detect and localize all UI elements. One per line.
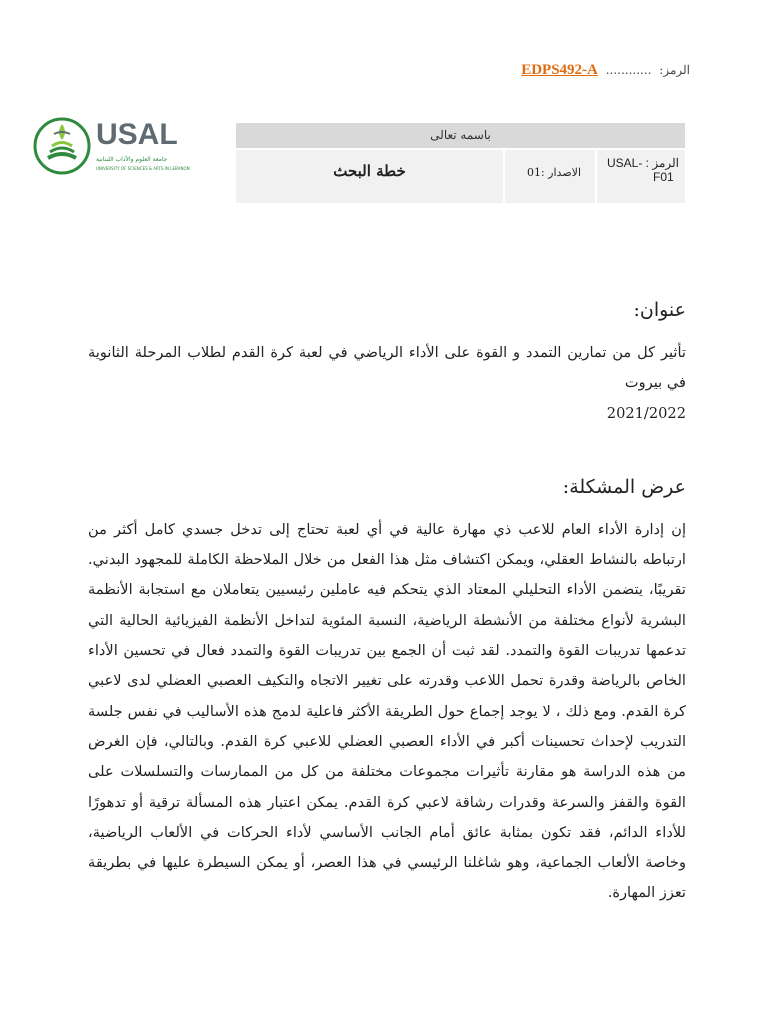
header-info-row	[236, 150, 685, 203]
code-dots: ............	[605, 63, 652, 77]
document-body	[88, 292, 686, 909]
document-code-line	[390, 62, 690, 88]
issue-cell: الاصدار :01	[505, 150, 595, 203]
logo-subtitle-english: UNIVERSITY OF SCIENCES & ARTS IN LEBANON	[96, 166, 190, 171]
problem-paragraph: إن إدارة الأداء العام للاعب ذي مهارة عالية في أي لعبة تحتاج إلى تدخل جسدي كامل أكثر من ارتباطه بالنشاط العقلي، ويمكن اكتشاف مثل هذا الفعل من خلال الملاحظة الكاملة للمجهود البدني. تقريبًا، يتضمن الأداء التحليلي المعتاد الذي يتحكم فيه عاملين رئيسيين يتعاملان مع استجابة الأنظمة البشرية لأنواع مختلفة من الأنشطة الرياضية، النسبة المئوية لتداخل الأنظمة الفيزيائية الحالية التي تدعمها تدريبات القوة والتمدد. لقد ثبت أن الجمع بين تدريبات القوة والتمدد فعال في تحسين الأداء الخاص بالرياضة وقدرة تحمل اللاعب وقدرته على تغيير الاتجاه والتكيف العصبي العضلي لدى لاعبي كرة القدم. ومع ذلك ، لا يوجد إجماع حول الطريقة الأكثر فاعلية لدمج هذه الأساليب في نفس جلسة التدريب لإحداث تحسينات أكبر في الأداء العصبي العضلي للاعبي كرة القدم. وبالتالي، فإن الغرض من هذه الدراسة هو مقارنة تأثيرات مجموعات مختلفة من كل من الممارسات والتسلسلات على القوة والقفز والسرعة وقدرات رشاقة لاعبي كرة القدم. يمكن اعتبار هذه المسألة ترقية أو تدهورًا للأداء الدائم، فقد تكون بمثابة عائق أمام الجانب الأساسي لأداء الحركات في الألعاب الرياضية، وخاصة الألعاب الجماعية، وهو شاغلنا الرئيسي في هذا العصر، أو يمكن السيطرة عليها في بطريقة تعزز المهارة.	[88, 520, 686, 902]
doc-code-cell	[597, 150, 685, 203]
logo-subtitle-arabic: جامعة العلوم والآداب اللبنانية	[96, 156, 168, 163]
usal-logo	[32, 110, 190, 180]
problem-heading: عرض المشكلة:	[562, 475, 686, 498]
header-table	[236, 123, 685, 201]
doc-title-cell: خطة البحث	[236, 150, 503, 203]
logo-emblem-icon	[32, 110, 92, 180]
code-label: الرمز:	[659, 63, 690, 77]
academic-year: 2021/2022	[606, 404, 686, 422]
doc-code-value: F01	[653, 170, 674, 184]
research-title: تأثير كل من تمارين التمدد و القوة على الأداء الرياضي في لعبة كرة القدم لطلاب المرحلة الثانوية في بيروت	[88, 344, 686, 392]
basmala-row: باسمه تعالى	[236, 123, 685, 148]
logo-wordmark: USAL	[96, 118, 178, 151]
code-value: EDPS492-A	[521, 62, 598, 78]
title-heading: عنوان:	[633, 299, 686, 321]
doc-code-label: الرمز : -USAL	[606, 156, 679, 170]
